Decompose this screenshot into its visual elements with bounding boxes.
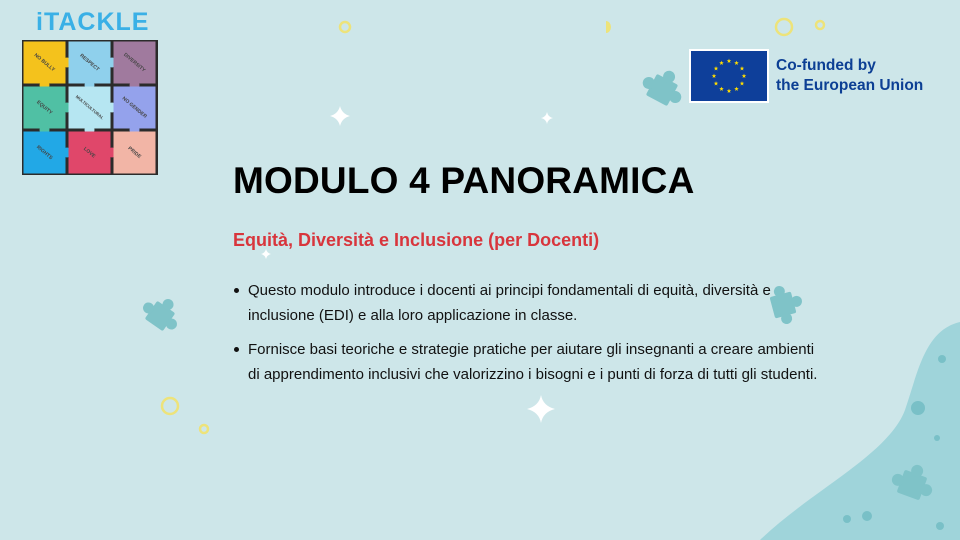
puzzle-piece — [69, 132, 118, 174]
wave-dot — [843, 515, 851, 523]
puzzle-piece — [24, 42, 73, 91]
puzzle-piece-label: EQUITY — [35, 99, 54, 117]
puzzle-piece-label: PRIDE — [126, 145, 143, 160]
puzzle-piece-label: NO GENDER — [120, 95, 148, 120]
puzzle-piece — [114, 87, 156, 136]
bullet-list — [232, 278, 822, 396]
puzzle-piece-label: DIVERSITY — [122, 51, 147, 74]
puzzle-piece-icon — [138, 289, 187, 336]
eu-line-2: the European Union — [776, 77, 924, 94]
wave-dot — [934, 435, 940, 441]
sparkle-icon — [541, 112, 553, 124]
ring-decoration — [776, 19, 792, 35]
half-moon-decoration — [606, 21, 611, 33]
puzzle-piece-label: RIGHTS — [35, 144, 54, 162]
bullet-item: Fornisce basi teoriche e strategie pratiche per aiutare gli insegnanti a creare ambienti di apprendimento inclusivi che valorizzino i bisogni e i punti di forza di tutti gli studenti. — [232, 337, 822, 387]
sparkle-icon — [527, 395, 555, 423]
sparkle-icon — [330, 106, 350, 126]
eu-flag-icon — [689, 49, 769, 103]
puzzle-piece — [69, 42, 118, 91]
wave-dot — [938, 355, 946, 363]
puzzle-piece — [24, 87, 73, 136]
ring-decoration — [162, 398, 178, 414]
puzzle-piece-label: LOVE — [82, 146, 97, 160]
puzzle-piece — [114, 42, 156, 91]
puzzle-piece-label: MULTICULTURAL — [74, 94, 105, 121]
eu-cofunded-text — [776, 56, 923, 96]
ring-decoration — [816, 21, 824, 29]
puzzle-piece-label: RESPECT — [78, 52, 101, 73]
puzzle-piece — [24, 132, 73, 174]
ring-decoration — [340, 22, 350, 32]
puzzle-piece-label: NO BULLY — [32, 52, 56, 74]
eu-line-1: Co-funded by — [776, 57, 876, 74]
wave-dot — [911, 401, 925, 415]
puzzle-logo — [22, 40, 158, 175]
bullet-item: Questo modulo introduce i docenti ai principi fondamentali di equità, diversità e inclusione (EDI) e alla loro applicazione in classe. — [232, 278, 822, 328]
puzzle-piece-icon — [638, 62, 691, 111]
wave-dot — [862, 511, 872, 521]
brand-name: iTACKLE — [36, 8, 150, 36]
slide-title: MODULO 4 PANORAMICA — [233, 160, 695, 201]
puzzle-piece — [114, 132, 156, 174]
ring-decoration — [200, 425, 208, 433]
slide-subtitle: Equità, Diversità e Inclusione (per Docenti) — [233, 230, 600, 250]
eu-cofunded-badge — [689, 49, 923, 103]
puzzle-piece — [69, 87, 118, 136]
wave-dot — [936, 522, 944, 530]
